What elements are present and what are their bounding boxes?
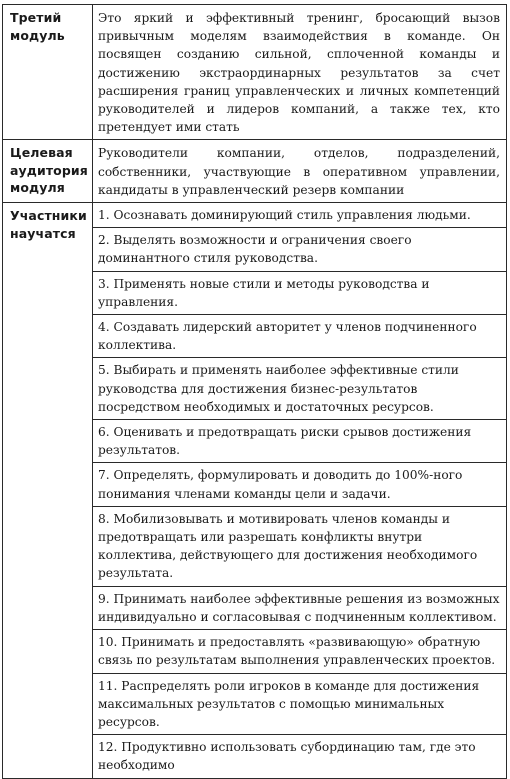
list-item: 6. Оценивать и предотвращать риски срывов достижения результатов. <box>93 420 506 463</box>
list-item: 12. Продуктивно использовать субординацию там, где это необходимо <box>98 740 476 773</box>
list-item: 3. Применять новые стили и методы руководства и управления. <box>93 272 506 315</box>
table-row-module <box>3 5 507 140</box>
row-label: Участники научатся <box>10 208 87 241</box>
row-content-cell <box>93 5 507 140</box>
table-row-outcomes <box>3 203 507 778</box>
row-label-cell <box>3 140 93 203</box>
table-row-audience <box>3 140 507 203</box>
list-item: 4. Создавать лидерский авторитет у членов подчиненного коллектива. <box>93 315 506 358</box>
list-item: 1. Осознавать доминирующий стиль управления людьми. <box>93 203 506 228</box>
row-label-cell <box>3 203 93 778</box>
row-label: Третий модуль <box>10 10 65 43</box>
list-item: 8. Мобилизовывать и мотивировать членов команды и предотвращать или разрешать конфликты внутри коллектива, действующего для достижения необходимого результата. <box>93 507 506 587</box>
audience-description: Руководители компании, отделов, подразделений, собственники, участвующие в оперативном управлении, кандидаты в управленческий резерв компании <box>98 146 500 197</box>
list-item: 9. Принимать наиболее эффективные решения из возможных индивидуально и согласовывая с подчиненным коллективом. <box>93 587 506 630</box>
list-item: 11. Распределять роли игроков в команде для достижения максимальных результатов с помощью минимальных ресурсов. <box>93 674 506 736</box>
row-content-cell <box>93 140 507 203</box>
list-item: 10. Принимать и предоставлять «развивающую» обратную связь по результатам выполнения управленческих проектов. <box>93 630 506 673</box>
list-item: 5. Выбирать и применять наиболее эффективные стили руководства для достижения бизнес-результатов посредством необходимых и достаточных ресурсов. <box>93 358 506 420</box>
row-label: Целевая аудитория модуля <box>10 145 88 196</box>
list-item: 2. Выделять возможности и ограничения своего доминантного стиля руководства. <box>93 228 506 271</box>
row-label-cell <box>3 5 93 140</box>
module-description: Это яркий и эффективный тренинг, бросающий вызов привычным моделям взаимодействия в команде. Он посвящен созданию сильной, сплоченной команды и достижению экстраординарных результатов за счет расширения границ управленческих и личных компетенций руководителей и лидеров компаний, а также тех, кто претендует ими стать <box>98 11 500 135</box>
list-item: 7. Определять, формулировать и доводить до 100%-ного понимания членами команды цели и задачи. <box>93 463 506 506</box>
outcomes-cell <box>93 203 507 778</box>
module-table <box>2 4 507 779</box>
